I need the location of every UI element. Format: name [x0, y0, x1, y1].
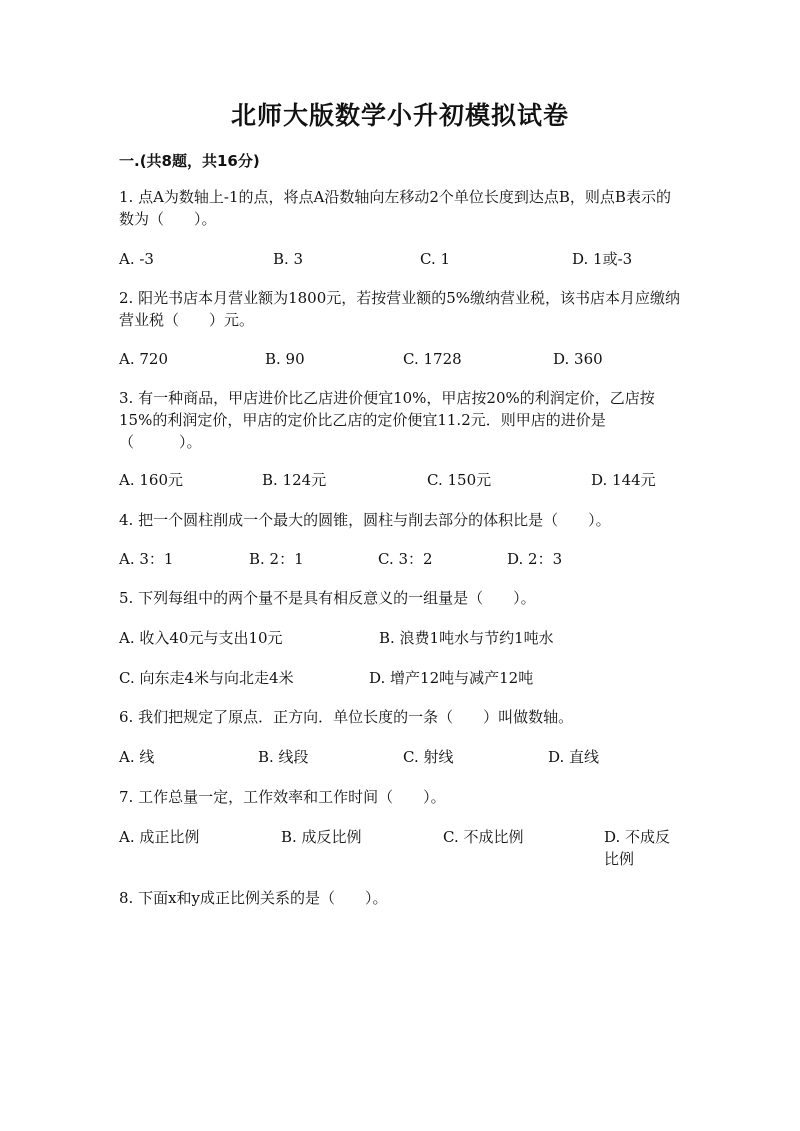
q2-option-d[interactable]: D. 360: [553, 350, 603, 368]
q4-option-b[interactable]: B. 2：1: [249, 550, 304, 568]
q1-option-d[interactable]: D. 1或-3: [572, 250, 633, 268]
q2-option-a[interactable]: A. 720: [119, 350, 168, 368]
q6-option-d[interactable]: D. 直线: [548, 748, 600, 766]
q5-option-d[interactable]: D. 增产12吨与减产12吨: [369, 669, 534, 687]
question-8: 8. 下面x和y成正比例关系的是（ ）。: [119, 889, 388, 907]
question-3: 3. 有一种商品，甲店进价比乙店进价便宜10%，甲店按20%的利润定价，乙店按15%的利润定价，甲店的定价比乙店的定价便宜11.2元．则甲店的进价是（ ）。: [119, 389, 655, 451]
q7-option-d[interactable]: D. 不成反比例: [604, 828, 671, 868]
q6-option-c[interactable]: C. 射线: [403, 748, 454, 766]
q2-option-c[interactable]: C. 1728: [403, 350, 462, 368]
q7-option-c[interactable]: C. 不成比例: [443, 828, 524, 846]
q7-option-a[interactable]: A. 成正比例: [119, 828, 200, 846]
q4-option-c[interactable]: C. 3：2: [378, 550, 433, 568]
q5-option-b[interactable]: B. 浪费1吨水与节约1吨水: [379, 629, 554, 647]
q1-option-c[interactable]: C. 1: [420, 250, 451, 268]
question-5: 5. 下列每组中的两个量不是具有相反意义的一组量是（ ）。: [119, 589, 536, 607]
q1-option-b[interactable]: B. 3: [273, 250, 304, 268]
section-heading: 一.(共8题，共16分): [119, 152, 260, 170]
page-title: 北师大版数学小升初模拟试卷: [230, 101, 569, 130]
q1-option-a[interactable]: A. -3: [119, 250, 154, 268]
q6-option-b[interactable]: B. 线段: [258, 748, 309, 766]
question-2: 2. 阳光书店本月营业额为1800元，若按营业额的5%缴纳营业税，该书店本月应缴纳营业税（ ）元。: [119, 289, 681, 329]
q4-option-a[interactable]: A. 3：1: [119, 550, 174, 568]
q2-option-b[interactable]: B. 90: [265, 350, 305, 368]
question-7: 7. 工作总量一定，工作效率和工作时间（ ）。: [119, 788, 446, 806]
question-1: 1. 点A为数轴上-1的点，将点A沿数轴向左移动2个单位长度到达点B，则点B表示的数为（ ）。: [119, 188, 671, 228]
q3-option-d[interactable]: D. 144元: [591, 471, 656, 489]
q4-option-d[interactable]: D. 2：3: [507, 550, 563, 568]
q7-option-b[interactable]: B. 成反比例: [281, 828, 362, 846]
question-6: 6. 我们把规定了原点．正方向．单位长度的一条（ ）叫做数轴。: [119, 708, 574, 726]
q5-option-c[interactable]: C. 向东走4米与向北走4米: [119, 669, 294, 687]
q5-option-a[interactable]: A. 收入40元与支出10元: [119, 629, 283, 647]
question-4: 4. 把一个圆柱削成一个最大的圆锥，圆柱与削去部分的体积比是（ ）。: [119, 511, 611, 529]
q3-option-a[interactable]: A. 160元: [119, 471, 183, 489]
q3-option-b[interactable]: B. 124元: [262, 471, 327, 489]
q6-option-a[interactable]: A. 线: [119, 748, 155, 766]
q3-option-c[interactable]: C. 150元: [427, 471, 492, 489]
